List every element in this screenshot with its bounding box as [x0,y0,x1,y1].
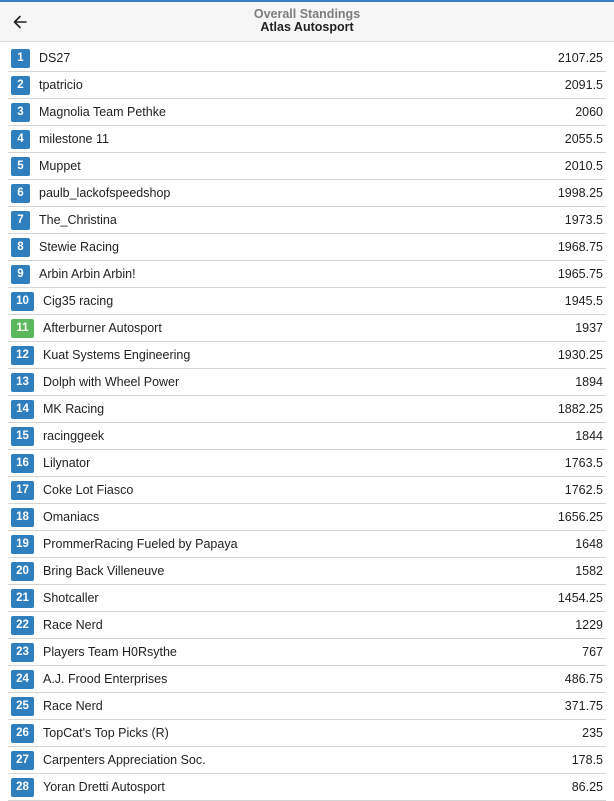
standings-row[interactable] [8,720,606,747]
rank-badge: 15 [11,427,34,446]
standings-row[interactable] [8,45,606,72]
team-score: 1968.75 [557,240,603,254]
rank-badge: 8 [11,238,30,257]
standings-row[interactable] [8,315,606,342]
standings-row[interactable] [8,342,606,369]
team-score: 2091.5 [564,78,603,92]
team-score: 767 [582,645,603,659]
team-score: 1582 [575,564,603,578]
team-name: Players Team H0Rsythe [43,645,177,659]
standings-row[interactable] [8,234,606,261]
team-score: 1894 [575,375,603,389]
team-name: Kuat Systems Engineering [43,348,191,362]
rank-badge: 25 [11,697,34,716]
standings-row[interactable] [8,693,606,720]
rank-badge: 9 [11,265,30,284]
team-score: 1937 [575,321,603,335]
standings-row[interactable] [8,531,606,558]
team-name: Arbin Arbin Arbin! [39,267,136,281]
standings-list [0,45,614,801]
team-name: paulb_lackofspeedshop [39,186,171,200]
team-name: Race Nerd [43,699,103,713]
rank-badge: 13 [11,373,34,392]
team-name: Afterburner Autosport [43,321,162,335]
standings-row[interactable] [8,747,606,774]
rank-badge: 10 [11,292,34,311]
team-score: 2055.5 [564,132,603,146]
team-name: Stewie Racing [39,240,119,254]
team-score: 178.5 [571,753,603,767]
standings-row[interactable] [8,639,606,666]
team-score: 86.25 [571,780,603,794]
team-score: 1882.25 [557,402,603,416]
rank-badge: 27 [11,751,34,770]
team-score: 1998.25 [557,186,603,200]
rank-badge: 5 [11,157,30,176]
rank-badge: 24 [11,670,34,689]
team-name: A.J. Frood Enterprises [43,672,168,686]
team-score: 1973.5 [564,213,603,227]
team-name: Yoran Dretti Autosport [43,780,165,794]
team-name: The_Christina [39,213,117,227]
rank-badge: 2 [11,76,30,95]
rank-badge: 23 [11,643,34,662]
team-name: Cig35 racing [43,294,114,308]
team-name: Shotcaller [43,591,99,605]
team-name: Muppet [39,159,81,173]
team-name: Lilynator [43,456,91,470]
rank-badge: 26 [11,724,34,743]
standings-row[interactable] [8,477,606,504]
standings-row[interactable] [8,585,606,612]
app-header [0,0,614,42]
team-name: Coke Lot Fiasco [43,483,134,497]
standings-row[interactable] [8,261,606,288]
standings-row[interactable] [8,288,606,315]
standings-row[interactable] [8,612,606,639]
standings-row[interactable] [8,126,606,153]
team-score: 1656.25 [557,510,603,524]
team-score: 2060 [575,105,603,119]
team-score: 235 [582,726,603,740]
team-name: Race Nerd [43,618,103,632]
standings-row[interactable] [8,774,606,801]
team-score: 1945.5 [564,294,603,308]
standings-row[interactable] [8,72,606,99]
standings-row[interactable] [8,666,606,693]
team-name: PrommerRacing Fueled by Papaya [43,537,238,551]
team-score: 1648 [575,537,603,551]
standings-row[interactable] [8,369,606,396]
team-score: 2107.25 [557,51,603,65]
rank-badge: 7 [11,211,30,230]
standings-row[interactable] [8,450,606,477]
rank-badge: 4 [11,130,30,149]
arrow-left-icon [13,15,27,29]
team-score: 1229 [575,618,603,632]
rank-badge: 19 [11,535,34,554]
back-button[interactable] [8,10,32,34]
rank-badge: 12 [11,346,34,365]
team-name: Bring Back Villeneuve [43,564,165,578]
standings-row[interactable] [8,180,606,207]
team-score: 1930.25 [557,348,603,362]
standings-row[interactable] [8,153,606,180]
team-name: TopCat's Top Picks (R) [43,726,169,740]
team-score: 1763.5 [564,456,603,470]
team-name: Carpenters Appreciation Soc. [43,753,206,767]
standings-row[interactable] [8,504,606,531]
team-score: 1762.5 [564,483,603,497]
rank-badge: 1 [11,49,30,68]
rank-badge: 3 [11,103,30,122]
team-name: tpatricio [39,78,83,92]
rank-badge: 17 [11,481,34,500]
page-title-block [0,2,614,34]
team-score: 1454.25 [557,591,603,605]
standings-row[interactable] [8,99,606,126]
page-subtitle: Atlas Autosport [260,20,354,34]
team-name: DS27 [39,51,71,65]
rank-badge: 16 [11,454,34,473]
rank-badge: 14 [11,400,34,419]
rank-badge: 28 [11,778,34,797]
team-name: milestone 11 [39,132,109,146]
rank-badge: 11 [11,319,34,338]
rank-badge: 22 [11,616,34,635]
rank-badge: 20 [11,562,34,581]
standings-row[interactable] [8,558,606,585]
standings-row[interactable] [8,207,606,234]
team-name: MK Racing [43,402,105,416]
team-name: Omaniacs [43,510,100,524]
team-name: Magnolia Team Pethke [39,105,166,119]
team-name: racinggeek [43,429,105,443]
standings-row[interactable] [8,423,606,450]
rank-badge: 21 [11,589,34,608]
team-score: 1965.75 [557,267,603,281]
standings-row[interactable] [8,396,606,423]
team-score: 486.75 [564,672,603,686]
team-score: 2010.5 [564,159,603,173]
page-title: Overall Standings [253,7,361,21]
team-name: Dolph with Wheel Power [43,375,180,389]
rank-badge: 6 [11,184,30,203]
rank-badge: 18 [11,508,34,527]
team-score: 371.75 [564,699,603,713]
team-score: 1844 [575,429,603,443]
